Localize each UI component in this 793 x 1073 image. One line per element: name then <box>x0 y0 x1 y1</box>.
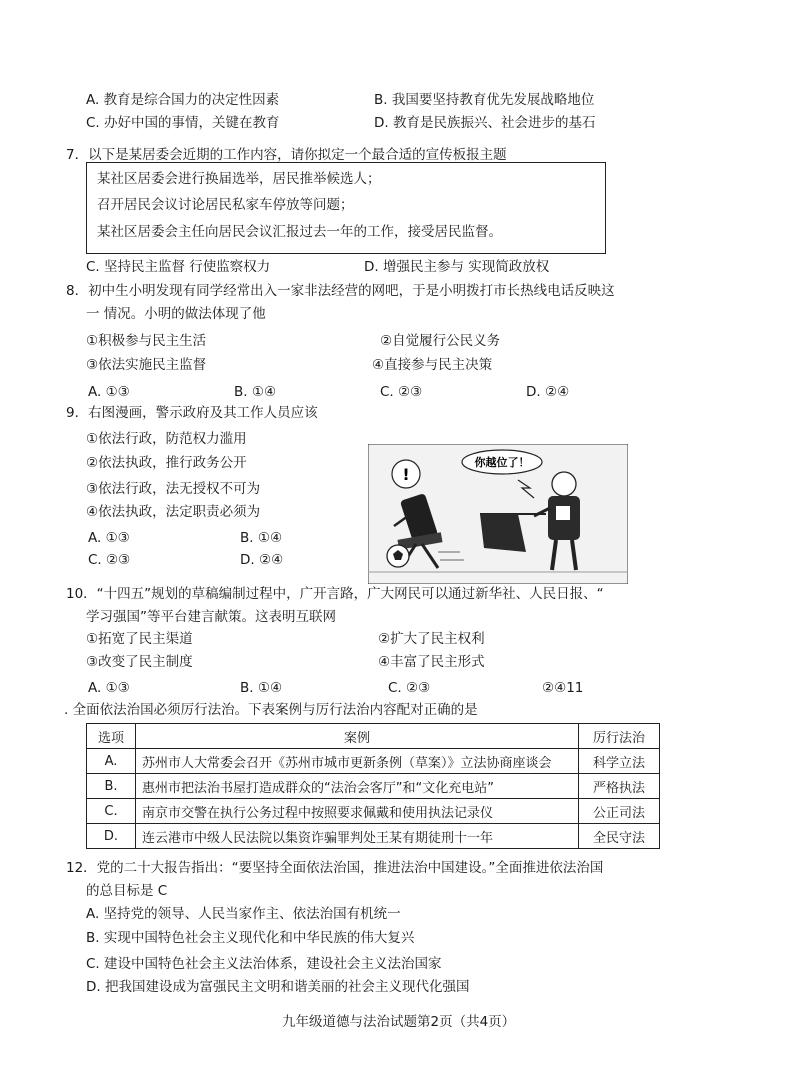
q7-stem: 7．以下是某居委会近期的工作内容，请你拟定一个最合适的宣传板报主题 <box>66 147 507 163</box>
q10-stem-line1: 10．“十四五”规划的草稿编制过程中，广开言路，广大网民可以通过新华社、人民日报、“ <box>66 586 604 602</box>
table-cell: 苏州市人大常委会召开《苏州市城市更新条例（草案）》立法协商座谈会 <box>136 749 579 774</box>
table-row <box>87 799 660 824</box>
table-cell: D. <box>87 824 136 849</box>
exclamation-mark: ! <box>402 465 410 484</box>
table-cell: C. <box>87 799 136 824</box>
table-cell: 严格执法 <box>579 774 660 799</box>
q8-item: ④直接参与民主决策 <box>372 357 493 373</box>
q12-option-b: B. 实现中国特色社会主义现代化和中华民族的伟大复兴 <box>86 930 415 946</box>
q10-option-b: B. ①④ <box>240 680 283 696</box>
speech-bubble-text: 你越位了！ <box>474 456 530 469</box>
table-cell: 南京市交警在执行公务过程中按照要求佩戴和使用执法记录仪 <box>136 799 579 824</box>
table-header-cell: 案例 <box>136 724 579 749</box>
table-cell: 连云港市中级人民法院以集资诈骗罪判处王某有期徒刑十一年 <box>136 824 579 849</box>
q9-option-a: A. ①③ <box>88 530 130 546</box>
q9-option-c: C. ②③ <box>88 552 131 568</box>
q11-case-table <box>86 723 660 849</box>
page-footer: 九年级道德与法治试题第2页（共4页） <box>282 1014 516 1030</box>
q10-item: ③改变了民主制度 <box>86 654 193 670</box>
q9-item: ③依法行政，法无授权不可为 <box>86 481 261 497</box>
q6-option-b: B. 我国要坚持教育优先发展战略地位 <box>374 92 595 108</box>
q8-option-c: C. ②③ <box>380 384 423 400</box>
q12-stem-line2: 的总目标是 C <box>86 883 168 899</box>
q9-stem: 9．右图漫画，警示政府及其工作人员应该 <box>66 405 318 421</box>
q7-option-d: D. 增强民主参与 实现简政放权 <box>364 259 550 275</box>
q10-item: ④丰富了民主形式 <box>378 654 485 670</box>
table-cell: 惠州市把法治书屋打造成群众的“法治会客厅”和“文化充电站” <box>136 774 579 799</box>
q10-item: ①拓宽了民主渠道 <box>86 631 193 647</box>
table-row <box>87 749 660 774</box>
q6-option-c: C. 办好中国的事情，关键在教育 <box>86 115 280 131</box>
soccer-ball-icon <box>387 545 409 567</box>
q9-option-d: D. ②④ <box>240 552 284 568</box>
q10-item: ②扩大了民主权利 <box>378 631 485 647</box>
table-cell: 公正司法 <box>579 799 660 824</box>
table-header-row <box>87 724 660 749</box>
q8-option-b: B. ①④ <box>234 384 277 400</box>
table-cell: B. <box>87 774 136 799</box>
table-cell: 全民守法 <box>579 824 660 849</box>
q7-box-line: 某社区居委会主任向居民会议汇报过去一年的工作，接受居民监督。 <box>97 224 502 240</box>
q7-box-line: 召开居民会议讨论居民私家车停放等问题； <box>97 197 354 213</box>
q12-option-d: D. 把我国建设成为富强民主文明和谐美丽的社会主义现代化强国 <box>86 979 470 995</box>
table-row <box>87 774 660 799</box>
q12-stem-line1: 12．党的二十大报告指出：“要坚持全面依法治国，推进法治中国建设。”全面推进依法治国 <box>66 860 604 876</box>
q6-option-a: A. 教育是综合国力的决定性因素 <box>86 92 280 108</box>
table-cell: A. <box>87 749 136 774</box>
q8-item: ③依法实施民主监督 <box>86 357 207 373</box>
q10-option-c: C. ②③ <box>388 680 431 696</box>
q11-stem: . 全面依法治国必须厉行法治。下表案例与厉行法治内容配对正确的是 <box>64 702 478 718</box>
q6-option-d: D. 教育是民族振兴、社会进步的基石 <box>374 115 596 131</box>
q8-stem-line2: 一 情况。小明的做法体现了他 <box>86 306 266 322</box>
q8-stem-line1: 8．初中生小明发现有同学经常出入一家非法经营的网吧，于是小明拨打市长热线电话反映这 <box>66 283 615 299</box>
q7-box-line: 某社区居委会进行换届选举，居民推举候选人； <box>97 171 381 187</box>
q10-stem-line2: 学习强国”等平台建言献策。这表明互联网 <box>86 609 336 625</box>
q9-cartoon-image <box>368 444 628 584</box>
q9-item: ④依法执政，法定职责必须为 <box>86 504 261 520</box>
q9-option-b: B. ①④ <box>240 530 283 546</box>
q8-item: ②自觉履行公民义务 <box>380 333 501 349</box>
table-cell: 科学立法 <box>579 749 660 774</box>
q7-material-box <box>86 162 606 254</box>
q8-item: ①积极参与民主生活 <box>86 333 207 349</box>
q12-option-a: A. 坚持党的领导、人民当家作主、依法治国有机统一 <box>86 906 401 922</box>
q10-option-a: A. ①③ <box>88 680 130 696</box>
table-header-cell: 厉行法治 <box>579 724 660 749</box>
table-row <box>87 824 660 849</box>
q8-option-a: A. ①③ <box>88 384 130 400</box>
q9-item: ①依法行政，防范权力滥用 <box>86 431 247 447</box>
q7-option-c: C. 坚持民主监督 行使监察权力 <box>86 259 271 275</box>
q12-option-c: C. 建设中国特色社会主义法治体系，建设社会主义法治国家 <box>86 956 442 972</box>
q9-item: ②依法执政，推行政务公开 <box>86 455 247 471</box>
q10-option-d: ②④11 <box>542 680 584 696</box>
q8-option-d: D. ②④ <box>526 384 570 400</box>
table-header-cell: 选项 <box>87 724 136 749</box>
